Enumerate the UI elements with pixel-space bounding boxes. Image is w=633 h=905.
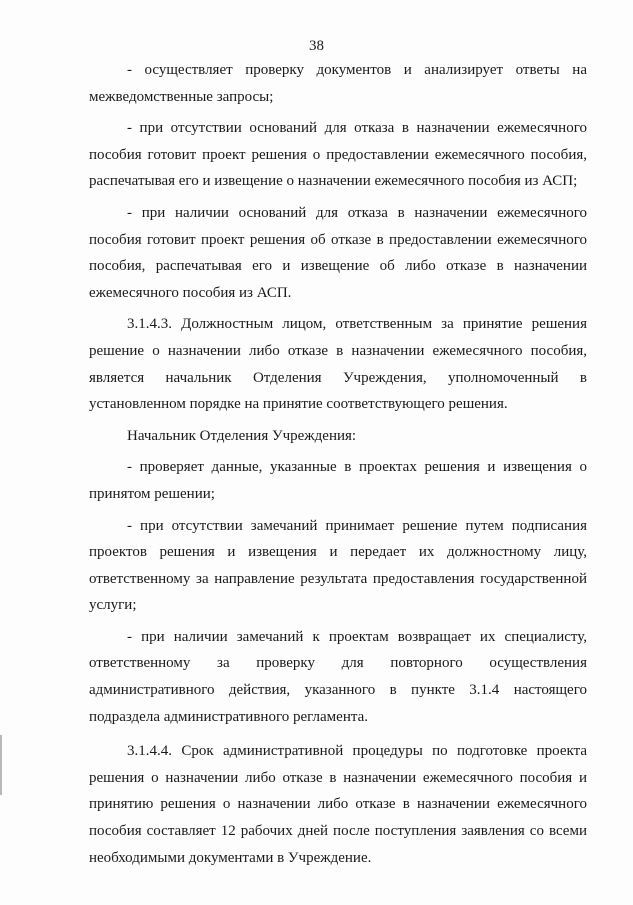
paragraph: Начальник Отделения Учреждения: bbox=[127, 427, 357, 444]
page-number: 38 bbox=[309, 38, 324, 54]
paragraph: 3.1.4.4. Срок административной процедуры по подготовке проекта решения о назначении либо отказе в назначении ежемесячного пособия и принятию решения о назначении либо отказе в назначении ежемесячного пособия составляет 12 рабочих дней после поступления заявления со всеми необходимыми документами в Учреждение. bbox=[89, 743, 587, 866]
page-body bbox=[89, 57, 587, 871]
paragraph: - при наличии замечаний к проектам возвращает их специалисту, ответственному за проверку для повторного осуществления административного действия, указанного в пункте 3.1.4 настоящего подраздела административного регламента. bbox=[89, 628, 587, 725]
scan-edge-mark bbox=[0, 735, 2, 795]
paragraph: - проверяет данные, указанные в проектах решения и извещения о принятом решении; bbox=[89, 459, 587, 502]
paragraph: - при отсутствии оснований для отказа в назначении ежемесячного пособия готовит проект решения о предоставлении ежемесячного пособия, распечатывая его и извещение о назначении ежемесячного пособия из АСП; bbox=[89, 120, 587, 190]
paragraph: - осуществляет проверку документов и анализирует ответы на межведомственные запросы; bbox=[89, 62, 587, 105]
paragraph: 3.1.4.3. Должностным лицом, ответственным за принятие решения решение о назначении либо отказе в назначении ежемесячного пособия, является начальник Отделения Учреждения, уполномоченный в установленном порядке на принятие соответствующего решения. bbox=[89, 316, 587, 413]
paragraph: - при наличии оснований для отказа в назначении ежемесячного пособия готовит проект решения об отказе в предоставлении ежемесячного пособия, распечатывая его и извещение об либо отказе в назначении ежемесячного пособия из АСП. bbox=[89, 204, 587, 301]
paragraph: - при отсутствии замечаний принимает решение путем подписания проектов решения и извещения и передает их должностному лицу, ответственному за направление результата предоставления государственной услуги; bbox=[89, 517, 587, 614]
